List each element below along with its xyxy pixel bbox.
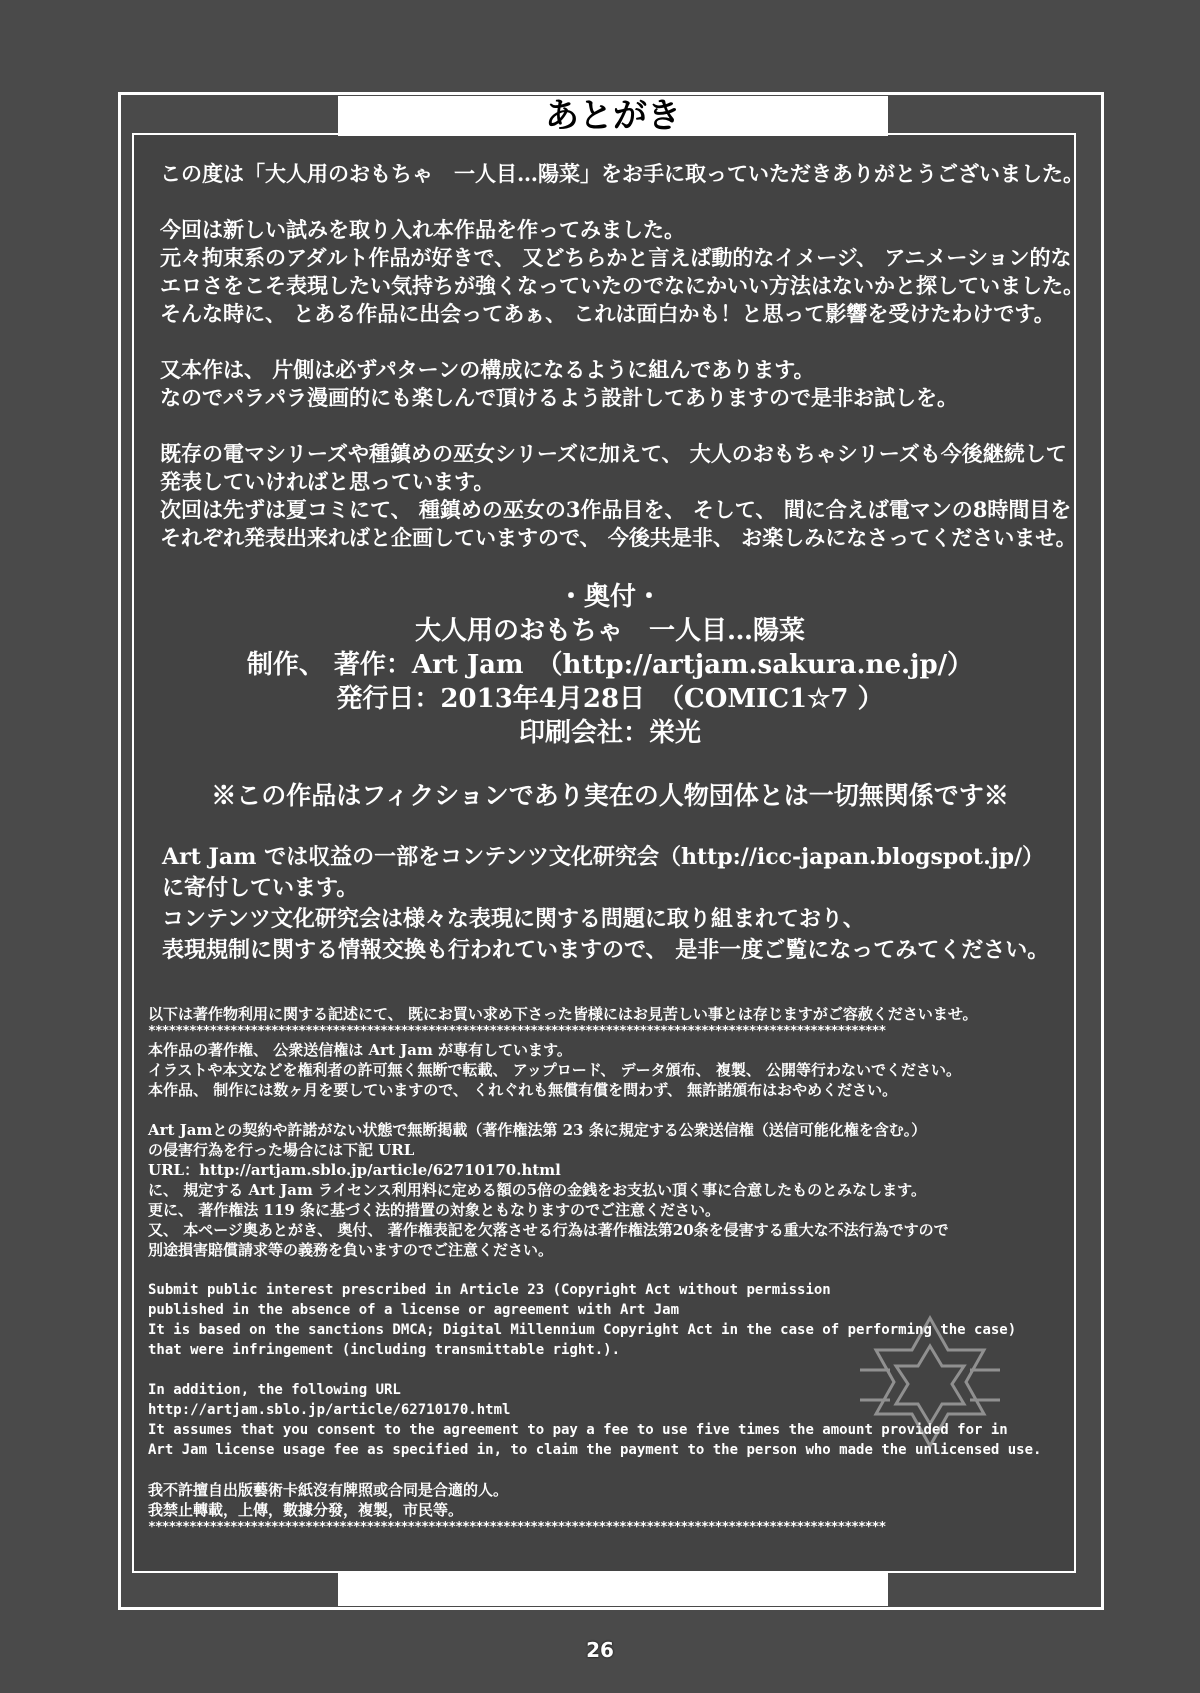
text-line: Art Jamとの契約や許諾がない状態で無断掲載（著作権法第 23 条に規定する公衆送信権（送信可能化権を含む。） [148, 1121, 927, 1139]
text-line: それぞれ発表出来ればと企画していますので、 今後共是非、 お楽しみになさってくださいませ。 [160, 525, 1077, 550]
text-line: 既存の電マシリーズや種鎮めの巫女シリーズに加えて、 大人のおもちゃシリーズも今後継続して [160, 441, 1067, 466]
text-line: 本作品、 制作には数ヶ月を要していますので、 くれぐれも無償有償を問わず、 無許諾頒布はおやめください。 [148, 1081, 898, 1099]
text-line: published in the absence of a license or agreement with Art Jam [148, 1302, 680, 1318]
text-line: そんな時に、 とある作品に出会ってあぁ、 これは面白かも！と思って影響を受けたわけです。 [160, 301, 1055, 326]
colophon-printer: 印刷会社：栄光 [518, 718, 701, 748]
text-line: 我禁止轉載，上傳，數據分發，複製，市民等。 [148, 1501, 464, 1519]
legal-intro: 以下は著作物利用に関する記述にて、 既にお買い求め下さった皆様にはお見苦しい事とは存じますがご容赦くださいませ。 [148, 1005, 978, 1023]
paragraph [160, 160, 1084, 188]
text-line: 更に、 著作権法 119 条に基づく法的措置の対象ともなりますのでご注意ください。 [148, 1201, 720, 1219]
afterword-body [160, 160, 1084, 966]
text-line: 次回は先ずは夏コミにて、 種鎮めの巫女の3作品目を、 そして、 間に合えば電マンの8時間目を [160, 497, 1072, 522]
text-line: なのでパラパラ漫画的にも楽しんで頂けるよう設計してありますので是非お試しを。 [160, 385, 958, 410]
text-line: に寄付しています。 [162, 875, 359, 901]
text-line: この度は「大人用のおもちゃ 一人目…陽菜」をお手に取っていただきありがとうございました。 [160, 161, 1084, 186]
text-line: エロさをこそ表現したい気持ちが強くなっていたのでなにかいい方法はないかと探していました。 [160, 273, 1084, 298]
page-number: 26 [586, 1638, 614, 1662]
fiction-notice: ※この作品はフィクションであり実在の人物団体とは一切無関係です※ [211, 781, 1009, 810]
colophon-heading: ・奥付・ [557, 582, 662, 612]
colophon-author: 制作、 著作：Art Jam （http://artjam.sakura.ne.jp/） [246, 650, 974, 680]
paragraph [160, 216, 1084, 328]
text-line: 別途損害賠償請求等の義務を負いますのでご注意ください。 [148, 1241, 554, 1259]
text-line: 又本作は、 片側は必ずパターンの構成になるように組んであります。 [160, 357, 815, 382]
text-line: 発表していければと思っています。 [160, 469, 495, 494]
colophon-date: 発行日：2013年4月28日 （COMIC1☆7 ） [336, 684, 884, 714]
text-line: 表現規制に関する情報交換も行われていますので、 是非一度ご覧になってみてください。 [162, 937, 1050, 963]
text-line: Art Jam では収益の一部をコンテンツ文化研究会（http://icc-japan.blogspot.jp/） [162, 844, 1045, 870]
text-line: Art Jam license usage fee as specified in, to claim the payment to the person who made the unlicensed use. [148, 1442, 1042, 1458]
text-line: 今回は新しい試みを取り入れ本作品を作ってみました。 [160, 217, 685, 242]
text-line: 又、 本ページ奥あとがき、 奥付、 著作権表記を欠落させる行為は著作権法第20条を侵害する重大な不法行為ですので [148, 1221, 949, 1239]
separator-stars: ************************************************************************************************************ [148, 1520, 886, 1535]
text-line: http://artjam.sblo.jp/article/62710170.html [148, 1402, 511, 1418]
text-line: that were infringement (including transmittable right.). [148, 1342, 621, 1358]
colophon [160, 580, 1060, 750]
text-line: It assumes that you consent to the agreement to pay a fee to use five times the amount provided for in [148, 1422, 1008, 1438]
text-line: 本作品の著作権、 公衆送信権は Art Jam が専有しています。 [148, 1041, 572, 1059]
text-line: It is based on the sanctions DMCA; Digital Millennium Copyright Act in the case of performing the case) [148, 1322, 1017, 1338]
paragraph [160, 440, 1077, 552]
text-line: に、 規定する Art Jam ライセンス利用料に定める額の5倍の金銭をお支払い頂く事に合意したものとみなします。 [148, 1181, 926, 1199]
text-line: In addition, the following URL [148, 1382, 401, 1398]
art-jam-logo-icon [850, 1310, 1010, 1470]
bottom-bar [338, 1572, 888, 1606]
colophon-work: 大人用のおもちゃ 一人目…陽菜 [414, 616, 805, 646]
paragraph [160, 356, 1060, 412]
text-line: イラストや本文などを権利者の許可無く無断で転載、 アップロード、 データ頒布、 複製、 公開等行わないでください。 [148, 1061, 962, 1079]
text-line: コンテンツ文化研究会は様々な表現に関する問題に取り組まれており、 [162, 906, 865, 932]
text-line: 元々拘束系のアダルト作品が好きで、 又どちらかと言えば動的なイメージ、 アニメーション的な [160, 245, 1072, 270]
text-line: Submit public interest prescribed in Article 23 (Copyright Act without permission [148, 1282, 831, 1298]
text-line: の侵害行為を行った場合には下記 URL [148, 1141, 415, 1159]
text-line: 我不許擅自出版藝術卡紙沒有牌照或合同是合適的人。 [148, 1481, 509, 1499]
text-line: URL：http://artjam.sblo.jp/article/62710170.html [148, 1161, 561, 1179]
page-title: あとがき [338, 96, 888, 136]
separator-stars: ************************************************************************************************************ [148, 1024, 886, 1039]
support-note [162, 842, 1060, 966]
